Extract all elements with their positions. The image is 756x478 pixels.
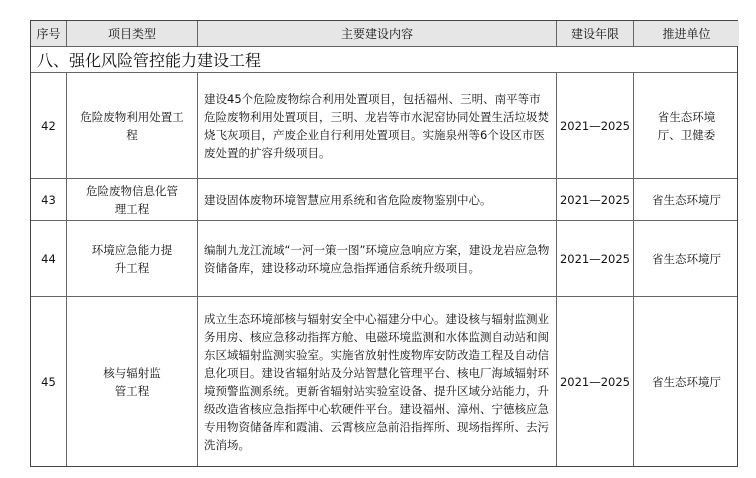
row-type: 危险废物利用处置工程 [67,73,198,178]
table-row [31,179,737,221]
row-years: 2021—2025 [557,73,634,178]
header-years: 建设年限 [557,21,634,46]
table-row [31,221,737,297]
table-row [31,73,737,179]
row-type: 核与辐射监管工程 [67,297,198,466]
row-unit: 省生态环境厅、卫健委 [657,109,716,142]
row-unit: 省生态环境厅 [652,374,721,389]
row-years: 2021—2025 [557,297,634,466]
row-no: 42 [31,73,67,178]
row-years: 2021—2025 [557,179,634,220]
table-header-row [31,21,737,47]
row-unit: 省生态环境厅 [652,192,721,207]
row-content: 成立生态环境部核与辐射安全中心福建分中心。建设核与辐射监测业务用房、核应急移动指挥方舱、电磁环境监测和水体监测自动站和闽东区域辐射监测实验室。实施省放射性废物库安防改造工程及自动信息化项目。建设省辐射站及分站智慧化管理平台、核电厂海域辐射环境预警监测系统。更新省辐射站实验室设备、提升区域分站能力，升级改造省核应急指挥中心软硬件平台。建设福州、漳州、宁德核应急专用物资储备库和霞浦、云霄核应急前沿指挥所、现场指挥所、去污洗消场。 [198,297,557,466]
row-no: 43 [31,179,67,220]
section-row [31,47,737,73]
row-no: 45 [31,297,67,466]
section-title: 八、强化风险管控能力建设工程 [37,51,262,70]
table-row [31,297,737,466]
row-type: 危险废物信息化管理工程 [67,179,198,220]
row-content: 建设固体废物环境智慧应用系统和省危险废物鉴别中心。 [198,179,557,220]
row-unit: 省生态环境厅 [652,251,721,266]
row-content: 建设45个危险废物综合利用处置项目，包括福州、三明、南平等市危险废物利用处置项目，三明、龙岩等市水泥窑协同处置生活垃圾焚烧飞灰项目，产废企业自行利用处置项目。实施泉州等6个设区市医废处置的扩容升级项目。 [198,73,557,178]
row-content: 编制九龙江流域“一河一策一图”环境应急响应方案，建设龙岩应急物资储备库，建设移动环境应急指挥通信系统升级项目。 [198,221,557,296]
header-no: 序号 [31,21,67,46]
construction-projects-table [30,20,738,467]
row-years: 2021—2025 [557,221,634,296]
row-no: 44 [31,221,67,296]
header-content: 主要建设内容 [198,21,557,46]
header-unit: 推进单位 [634,21,739,46]
row-type: 环境应急能力提升工程 [67,221,198,296]
header-type: 项目类型 [67,21,198,46]
